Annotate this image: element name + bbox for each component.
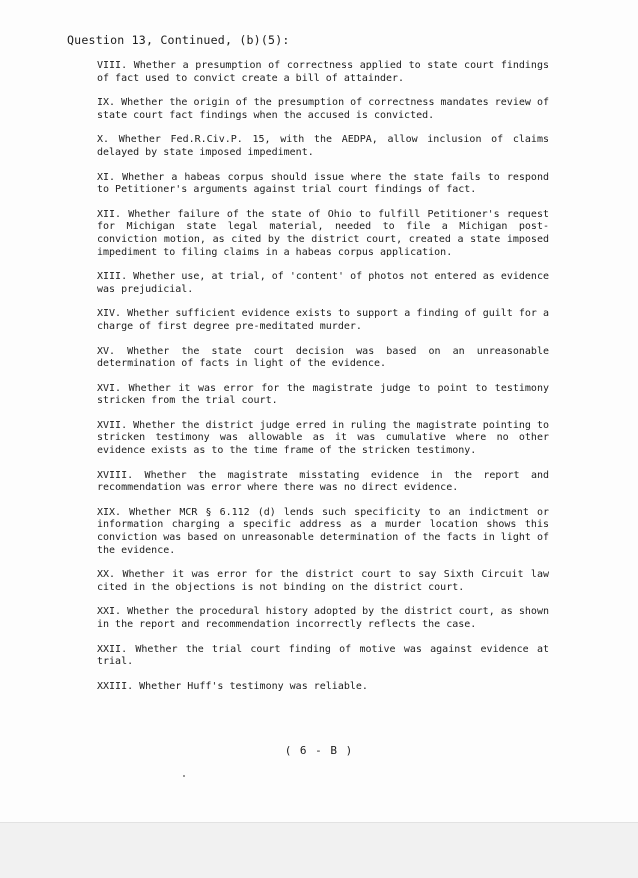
page-number: ( 6 - B ) [284,744,354,757]
question-item: XVI. Whether it was error for the magistrate judge to point to testimony stricken from the trial court. [97,382,556,407]
question-item: XI. Whether a habeas corpus should issue where the state fails to respond to Petitioner's arguments against trial court findings of fact. [97,171,556,196]
question-item: XXIII. Whether Huff's testimony was reliable. [97,680,368,692]
question-item: XIII. Whether use, at trial, of 'content' of photos not entered as evidence was prejudicial. [97,271,556,295]
question-item: XX. Whether it was error for the district court to say Sixth Circuit law cited in the objections is not binding on the district court. [97,569,556,593]
question-item: IX. Whether the origin of the presumption of correctness mandates review of state court fact findings when the accused is convicted. [97,97,556,121]
question-item: XVII. Whether the district judge erred in ruling the magistrate pointing to stricken testimony was allowable as it was cumulative where no other evidence exists as to the time frame of the stricken testimony. [97,419,556,457]
question-item: XIX. Whether MCR § 6.112 (d) lends such specificity to an indictment or information charging a specific address as a murder location shows this conviction was based on unreasonable determination of the facts in light of the evidence. [97,506,556,556]
question-item: XXII. Whether the trial court finding of motive was against evidence at trial. [97,643,556,668]
question-item: VIII. Whether a presumption of correctness applied to state court findings of fact used to convict create a bill of attainder. [97,60,556,84]
question-item: XV. Whether the state court decision was based on an unreasonable determination of facts in light of the evidence. [97,345,556,370]
scan-speck [183,775,185,777]
question-item: X. Whether Fed.R.Civ.P. 15, with the AEDPA, allow inclusion of claims delayed by state imposed impediment. [97,134,556,158]
page-heading: Question 13, Continued, (b)(5): [67,33,290,47]
question-list [97,60,556,705]
question-item: XXI. Whether the procedural history adopted by the district court, as shown in the report and recommendation incorrectly reflects the case. [97,606,556,630]
page-bottom-margin [0,822,638,878]
question-item: XVIII. Whether the magistrate misstating evidence in the report and recommendation was error where there was no direct evidence. [97,469,556,494]
question-item: XIV. Whether sufficient evidence exists to support a finding of guilt for a charge of first degree pre-meditated murder. [97,308,556,332]
question-item: XII. Whether failure of the state of Ohio to fulfill Petitioner's request for Michigan state legal material, needed to file a Michigan post-conviction motion, as cited by the district court, created a state imposed impediment to filing claims in a habeas corpus application. [97,208,556,258]
